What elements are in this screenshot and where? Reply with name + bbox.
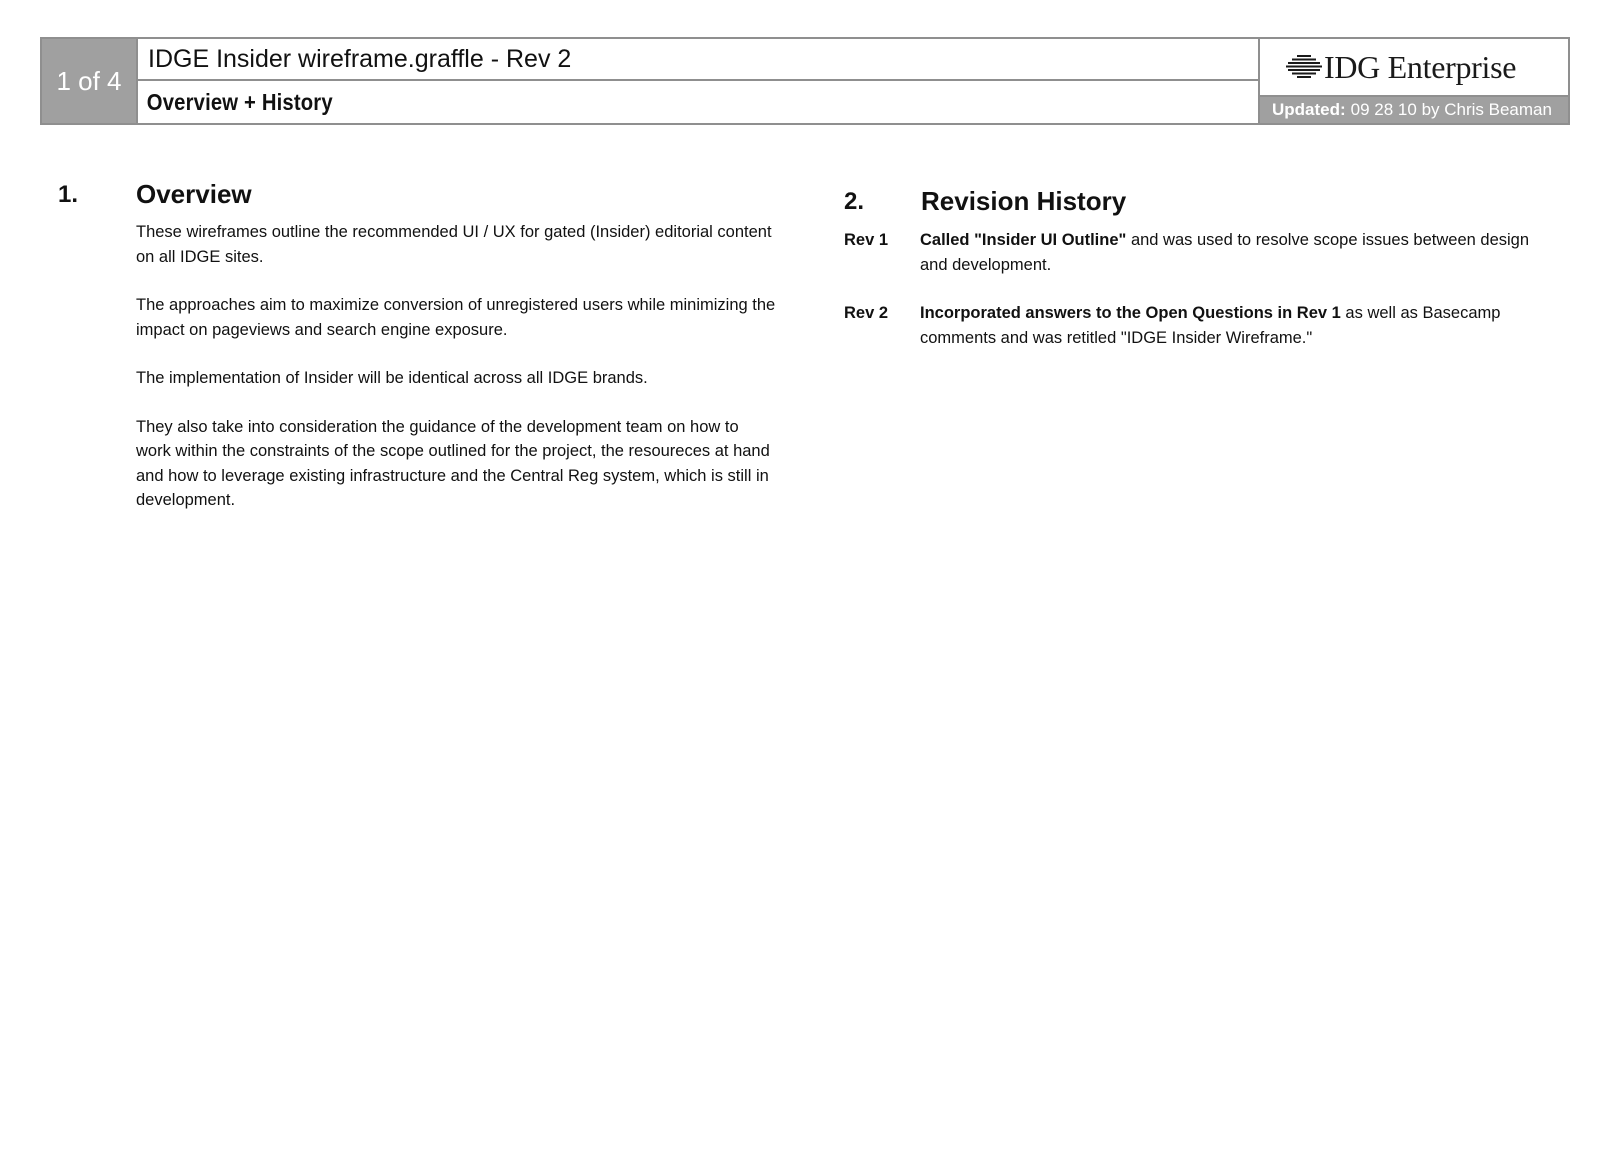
- brand-name: IDG Enterprise: [1324, 48, 1517, 85]
- history-number: 2.: [844, 188, 865, 215]
- revision-bold-text: Incorporated answers to the Open Questions in Rev 1: [920, 304, 1341, 322]
- revision-description: [920, 228, 1560, 277]
- brand-logo: [1260, 39, 1568, 97]
- revision-text: as well as Basecamp comments and was retitled "IDGE Insider Wireframe.": [920, 304, 1501, 347]
- revision-row-1: [844, 228, 1564, 278]
- overview-paragraph-2: The approaches aim to maximize conversion of unregistered users while minimizing the impact on pageviews and search engine exposure.: [136, 296, 776, 339]
- brand-block: [1258, 39, 1568, 123]
- overview-body: [136, 220, 776, 537]
- overview-number: 1.: [58, 181, 79, 208]
- updated-bar: [1260, 97, 1568, 123]
- section-title: Overview + History: [146, 89, 333, 115]
- revision-description: [920, 301, 1560, 350]
- revision-row-2: [844, 301, 1564, 351]
- overview-paragraph-3: The implementation of Insider will be identical across all IDGE brands.: [136, 369, 648, 387]
- updated-value: 09 28 10 by Chris Beaman: [1350, 100, 1552, 119]
- idg-globe-icon: [1286, 54, 1322, 80]
- overview-heading: Overview: [136, 179, 252, 209]
- revision-label: Rev 1: [844, 231, 889, 249]
- history-heading: Revision History: [921, 186, 1127, 216]
- updated-label: Updated:: [1272, 100, 1346, 119]
- page-header: [40, 37, 1570, 125]
- revision-label: Rev 2: [844, 304, 889, 322]
- overview-paragraph-1: These wireframes outline the recommended UI / UX for gated (Insider) editorial content on all IDGE sites.: [136, 223, 772, 266]
- revision-text: and was used to resolve scope issues between design and development.: [920, 231, 1530, 274]
- overview-paragraph-4: They also take into consideration the guidance of the development team on how to work within the constraints of the scope outlined for the project, the resoureces at hand and how to leverage existing infrastructure and the Central Reg system, which is still in development.: [136, 417, 770, 509]
- header-titles: [138, 39, 1258, 123]
- revision-bold-text: Called "Insider UI Outline": [920, 231, 1127, 249]
- page-indicator: 1 of 4: [42, 39, 138, 123]
- file-title: IDGE Insider wireframe.graffle - Rev 2: [138, 39, 1258, 81]
